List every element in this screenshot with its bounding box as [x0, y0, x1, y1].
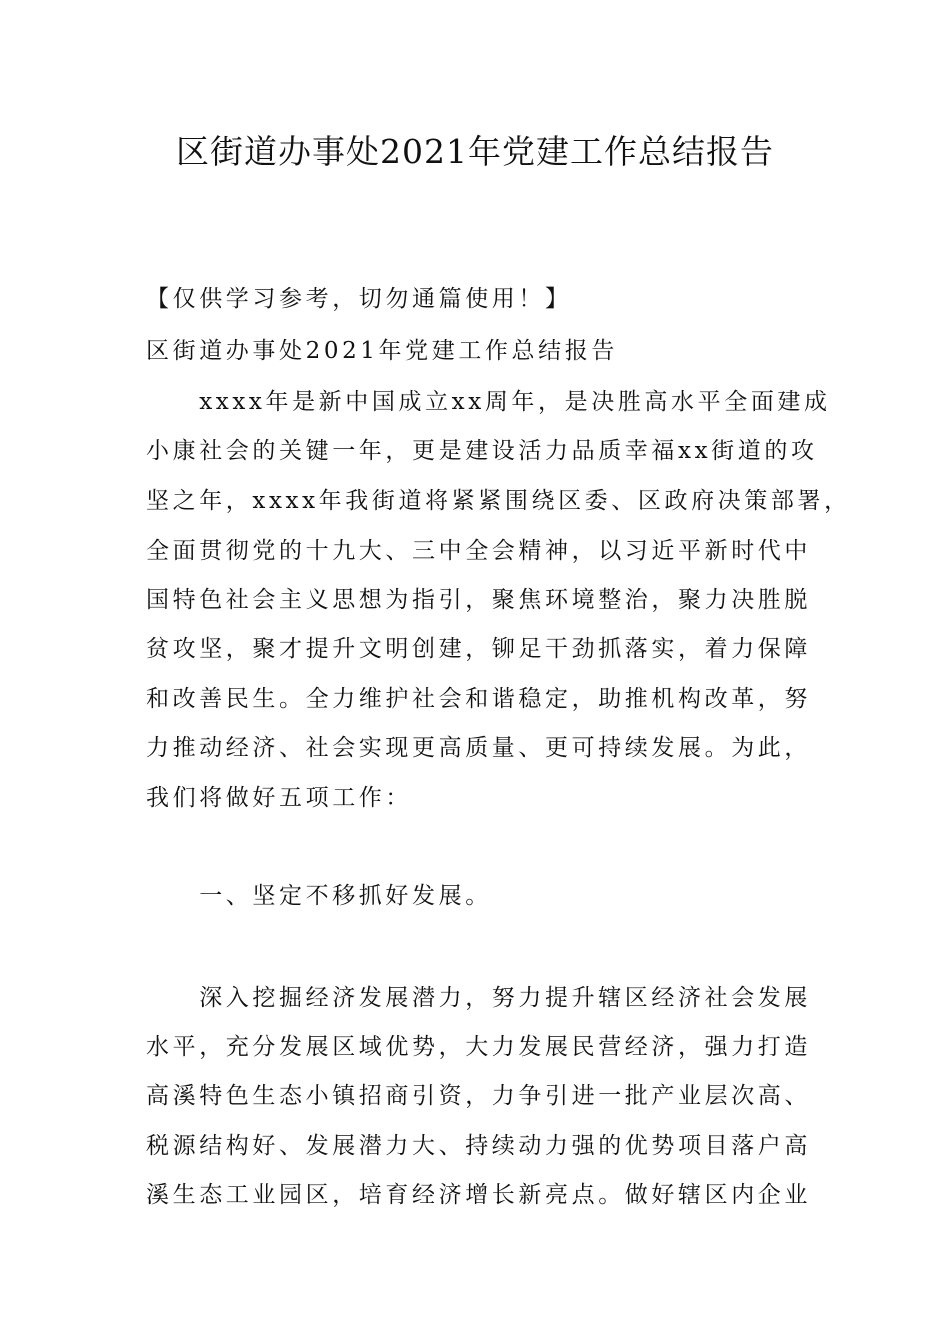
- document-title: 区街道办事处2021年党建工作总结报告: [176, 132, 774, 171]
- paragraph-1-line-3: 坚之年，xxxx年我街道将紧紧围绕区委、区政府决策部署，: [146, 488, 851, 514]
- usage-notice: 【仅供学习参考，切勿通篇使用！】: [146, 286, 572, 312]
- paragraph-1-line-7: 和改善民生。全力维护社会和谐稳定，助推机构改革，努: [146, 686, 811, 712]
- paragraph-2-line-2: 水平，充分发展区域优势，大力发展民营经济，强力打造: [146, 1034, 811, 1060]
- paragraph-1-line-6: 贫攻坚，聚才提升文明创建，铆足干劲抓落实，着力保障: [146, 636, 811, 662]
- paragraph-1-line-8: 力推动经济、社会实现更高质量、更可持续发展。为此，: [146, 735, 811, 761]
- paragraph-2-line-4: 税源结构好、发展潜力大、持续动力强的优势项目落户高: [146, 1133, 811, 1159]
- section-heading-1: 一、坚定不移抓好发展。: [146, 883, 492, 909]
- paragraph-1-line-4: 全面贯彻党的十九大、三中全会精神，以习近平新时代中: [146, 538, 811, 564]
- paragraph-1-line-5: 国特色社会主义思想为指引，聚焦环境整治，聚力决胜脱: [146, 587, 811, 613]
- paragraph-1-line-1: xxxx年是新中国成立xx周年，是决胜高水平全面建成: [146, 389, 831, 415]
- paragraph-2-line-3: 高溪特色生态小镇招商引资，力争引进一批产业层次高、: [146, 1083, 811, 1109]
- paragraph-2-line-1: 深入挖掘经济发展潜力，努力提升辖区经济社会发展: [146, 985, 811, 1011]
- paragraph-1-line-2: 小康社会的关键一年，更是建设活力品质幸福xx街道的攻: [146, 438, 818, 464]
- paragraph-1-line-9: 我们将做好五项工作：: [146, 785, 412, 811]
- paragraph-2-line-5: 溪生态工业园区，培育经济增长新亮点。做好辖区内企业: [146, 1182, 811, 1208]
- document-subtitle: 区街道办事处2021年党建工作总结报告: [146, 338, 618, 364]
